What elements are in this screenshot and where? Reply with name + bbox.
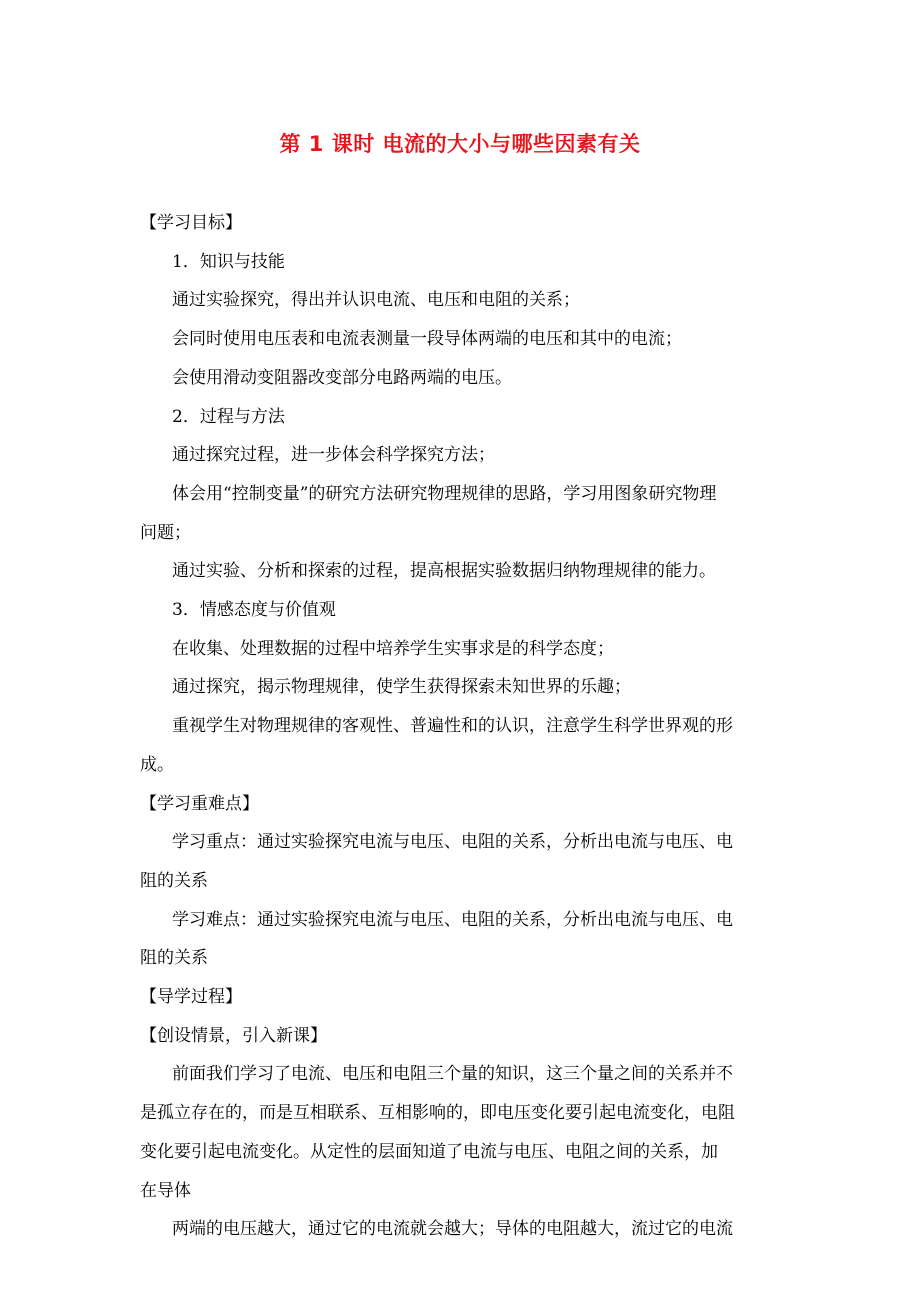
paragraph-line: 体会用“控制变量”的研究方法研究物理规律的思路，学习用图象研究物理 <box>172 483 717 504</box>
paragraph-line: 重视学生对物理规律的客观性、普遍性和的认识，注意学生科学世界观的形 <box>172 716 733 737</box>
paragraph-line: 成。 <box>140 754 174 775</box>
section-heading-guided-process: 【导学过程】 <box>140 987 242 1008</box>
section-heading-objectives: 【学习目标】 <box>140 213 242 233</box>
section-heading-key-points: 【学习重难点】 <box>140 793 259 814</box>
paragraph-line: 在收集、处理数据的过程中培养学生实事求是的科学态度； <box>172 638 614 659</box>
paragraph-line: 阻的关系 <box>140 870 208 891</box>
paragraph-line: 会使用滑动变阻器改变部分电路两端的电压。 <box>172 367 512 388</box>
paragraph-line: 通过实验探究，得出并认识电流、电压和电阻的关系； <box>172 290 580 311</box>
lesson-body <box>140 204 790 1249</box>
paragraph-line: 两端的电压越大，通过它的电流就会越大；导体的电阻越大，流过它的电流 <box>172 1219 733 1240</box>
paragraph-line: 会同时使用电压表和电流表测量一段导体两端的电压和其中的电流； <box>172 329 682 350</box>
paragraph-line: 变化要引起电流变化。从定性的层面知道了电流与电压、电阻之间的关系，加 <box>140 1141 718 1162</box>
paragraph-line: 是孤立存在的，而是互相联系、互相影响的，即电压变化要引起电流变化，电阻 <box>140 1103 735 1124</box>
section-heading-introduction: 【创设情景，引入新课】 <box>140 1025 327 1046</box>
paragraph-line: 问题； <box>140 522 191 543</box>
paragraph-line: 阻的关系 <box>140 948 208 969</box>
paragraph-line: 通过探究，揭示物理规律，使学生获得探索未知世界的乐趣； <box>172 677 631 698</box>
paragraph-line: 学习难点：通过实验探究电流与电压、电阻的关系，分析出电流与电压、电 <box>172 909 733 930</box>
paragraph-line: 在导体 <box>140 1180 191 1201</box>
paragraph-line: 通过实验、分析和探索的过程，提高根据实验数据归纳物理规律的能力。 <box>172 561 716 582</box>
subheading-process-method: 2．过程与方法 <box>172 406 285 427</box>
subheading-attitude-values: 3．情感态度与价值观 <box>172 600 336 621</box>
subheading-knowledge-skills: 1．知识与技能 <box>172 251 285 272</box>
paragraph-line: 前面我们学习了电流、电压和电阻三个量的知识，这三个量之间的关系并不 <box>172 1064 733 1085</box>
lesson-title: 第 1 课时 电流的大小与哪些因素有关 <box>279 132 641 156</box>
paragraph-line: 学习重点：通过实验探究电流与电压、电阻的关系，分析出电流与电压、电 <box>172 832 733 853</box>
paragraph-line: 通过探究过程，进一步体会科学探究方法； <box>172 445 495 466</box>
